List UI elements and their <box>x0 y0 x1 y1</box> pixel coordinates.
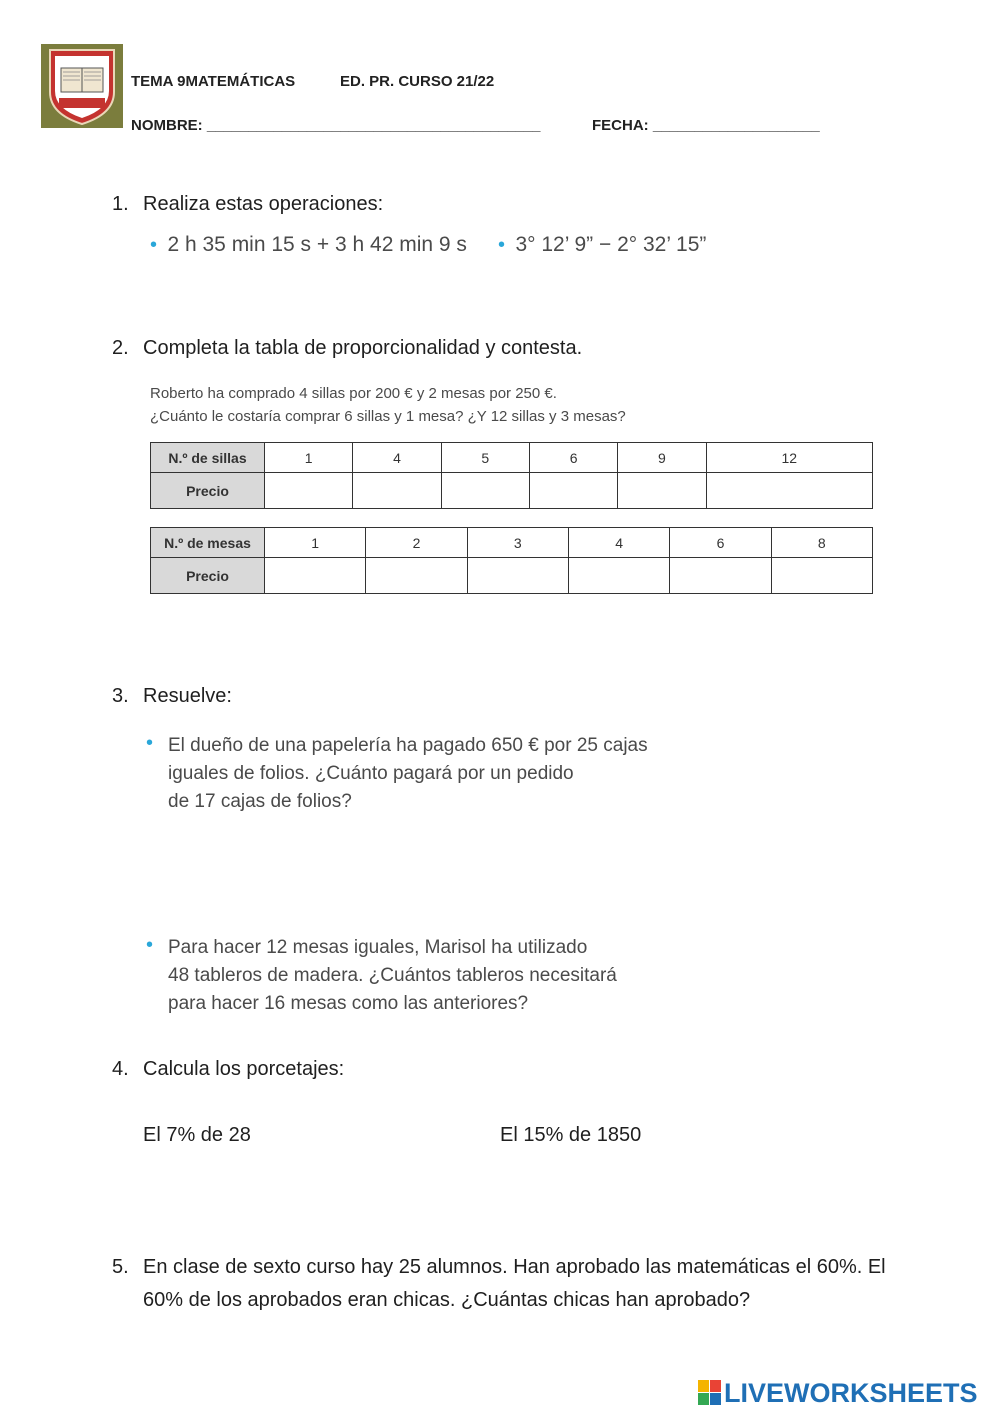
table-cell: 5 <box>441 443 529 473</box>
q4-item2: El 15% de 1850 <box>500 1124 642 1146</box>
q1-title: Realiza estas operaciones: <box>143 193 384 215</box>
liveworksheets-brand <box>698 1377 978 1409</box>
q3-number: 3. <box>112 685 129 707</box>
q4-number: 4. <box>112 1058 129 1080</box>
answer-cell[interactable] <box>265 473 353 509</box>
answer-cell[interactable] <box>771 558 872 594</box>
price-label: Precio <box>151 558 265 594</box>
answer-cell[interactable] <box>467 558 568 594</box>
q1-op1 <box>150 233 467 257</box>
q3-problem1 <box>168 732 648 816</box>
q3-p1-line3: de 17 cajas de folios? <box>168 791 352 812</box>
table-sillas-header-row <box>151 443 873 473</box>
table-cell: 4 <box>353 443 441 473</box>
answer-cell[interactable] <box>366 558 467 594</box>
table-cell: 6 <box>529 443 617 473</box>
table-mesas <box>150 527 873 594</box>
price-label: Precio <box>151 473 265 509</box>
q3-p1-line1: El dueño de una papelería ha pagado 650 € por 25 cajas <box>168 735 648 756</box>
table-cell: 8 <box>771 528 872 558</box>
table-sillas <box>150 442 873 509</box>
table-sillas-price-row <box>151 473 873 509</box>
q2-problem-line1: Roberto ha comprado 4 sillas por 200 € y 2 mesas por 250 €. <box>150 385 557 402</box>
q5-line1: En clase de sexto curso hay 25 alumnos. Han aprobado las matemáticas el 60%. El <box>143 1256 886 1278</box>
bullet-icon: • <box>150 234 158 256</box>
q4-title: Calcula los porcetajes: <box>143 1058 345 1080</box>
school-crest-logo <box>41 44 123 128</box>
q3-p2-line1: Para hacer 12 mesas iguales, Marisol ha utilizado <box>168 937 588 958</box>
bullet-icon: • <box>146 934 154 956</box>
answer-cell[interactable] <box>618 473 706 509</box>
date-label: FECHA: ____________________ <box>592 117 820 134</box>
table-mesas-header: N.º de mesas <box>151 528 265 558</box>
q5-line2: 60% de los aprobados eran chicas. ¿Cuántas chicas han aprobado? <box>143 1289 751 1311</box>
q4-item1: El 7% de 28 <box>143 1124 251 1146</box>
q3-title: Resuelve: <box>143 685 232 707</box>
table-cell: 1 <box>265 528 366 558</box>
name-label: NOMBRE: ________________________________________ <box>131 117 541 134</box>
table-cell: 4 <box>568 528 669 558</box>
q2-problem-line2: ¿Cuánto le costaría comprar 6 sillas y 1 mesa? ¿Y 12 sillas y 3 mesas? <box>150 408 626 425</box>
answer-cell[interactable] <box>265 558 366 594</box>
table-mesas-header-row <box>151 528 873 558</box>
answer-cell[interactable] <box>529 473 617 509</box>
table-cell: 6 <box>670 528 771 558</box>
q1-op2 <box>498 233 706 257</box>
q1-op2-text: 3° 12’ 9” − 2° 32’ 15” <box>515 233 707 256</box>
q1-op1-text: 2 h 35 min 15 s + 3 h 42 min 9 s <box>167 233 467 256</box>
table-cell: 12 <box>706 443 872 473</box>
table-mesas-price-row <box>151 558 873 594</box>
answer-cell[interactable] <box>441 473 529 509</box>
header-topic: TEMA 9MATEMÁTICAS <box>131 73 296 90</box>
school-crest-icon <box>41 44 123 128</box>
q3-p1-line2: iguales de folios. ¿Cuánto pagará por un pedido <box>168 763 574 784</box>
table-cell: 9 <box>618 443 706 473</box>
q1-number: 1. <box>112 193 129 215</box>
q2-title: Completa la tabla de proporcionalidad y contesta. <box>143 337 583 359</box>
answer-cell[interactable] <box>706 473 872 509</box>
bullet-icon: • <box>498 234 506 256</box>
answer-cell[interactable] <box>353 473 441 509</box>
table-cell: 1 <box>265 443 353 473</box>
q2-number: 2. <box>112 337 129 359</box>
bullet-icon: • <box>146 732 154 754</box>
answer-cell[interactable] <box>670 558 771 594</box>
table-cell: 3 <box>467 528 568 558</box>
answer-cell[interactable] <box>568 558 669 594</box>
header-course: ED. PR. CURSO 21/22 <box>340 73 495 90</box>
q3-p2-line3: para hacer 16 mesas como las anteriores? <box>168 993 529 1014</box>
q3-p2-line2: 48 tableros de madera. ¿Cuántos tableros necesitará <box>168 965 617 986</box>
liveworksheets-logo-icon <box>698 1380 722 1406</box>
brand-name: LIVEWORKSHEETS <box>724 1377 978 1408</box>
q3-problem2 <box>168 934 617 1018</box>
q5-number: 5. <box>112 1256 129 1278</box>
table-cell: 2 <box>366 528 467 558</box>
table-sillas-header: N.º de sillas <box>151 443 265 473</box>
